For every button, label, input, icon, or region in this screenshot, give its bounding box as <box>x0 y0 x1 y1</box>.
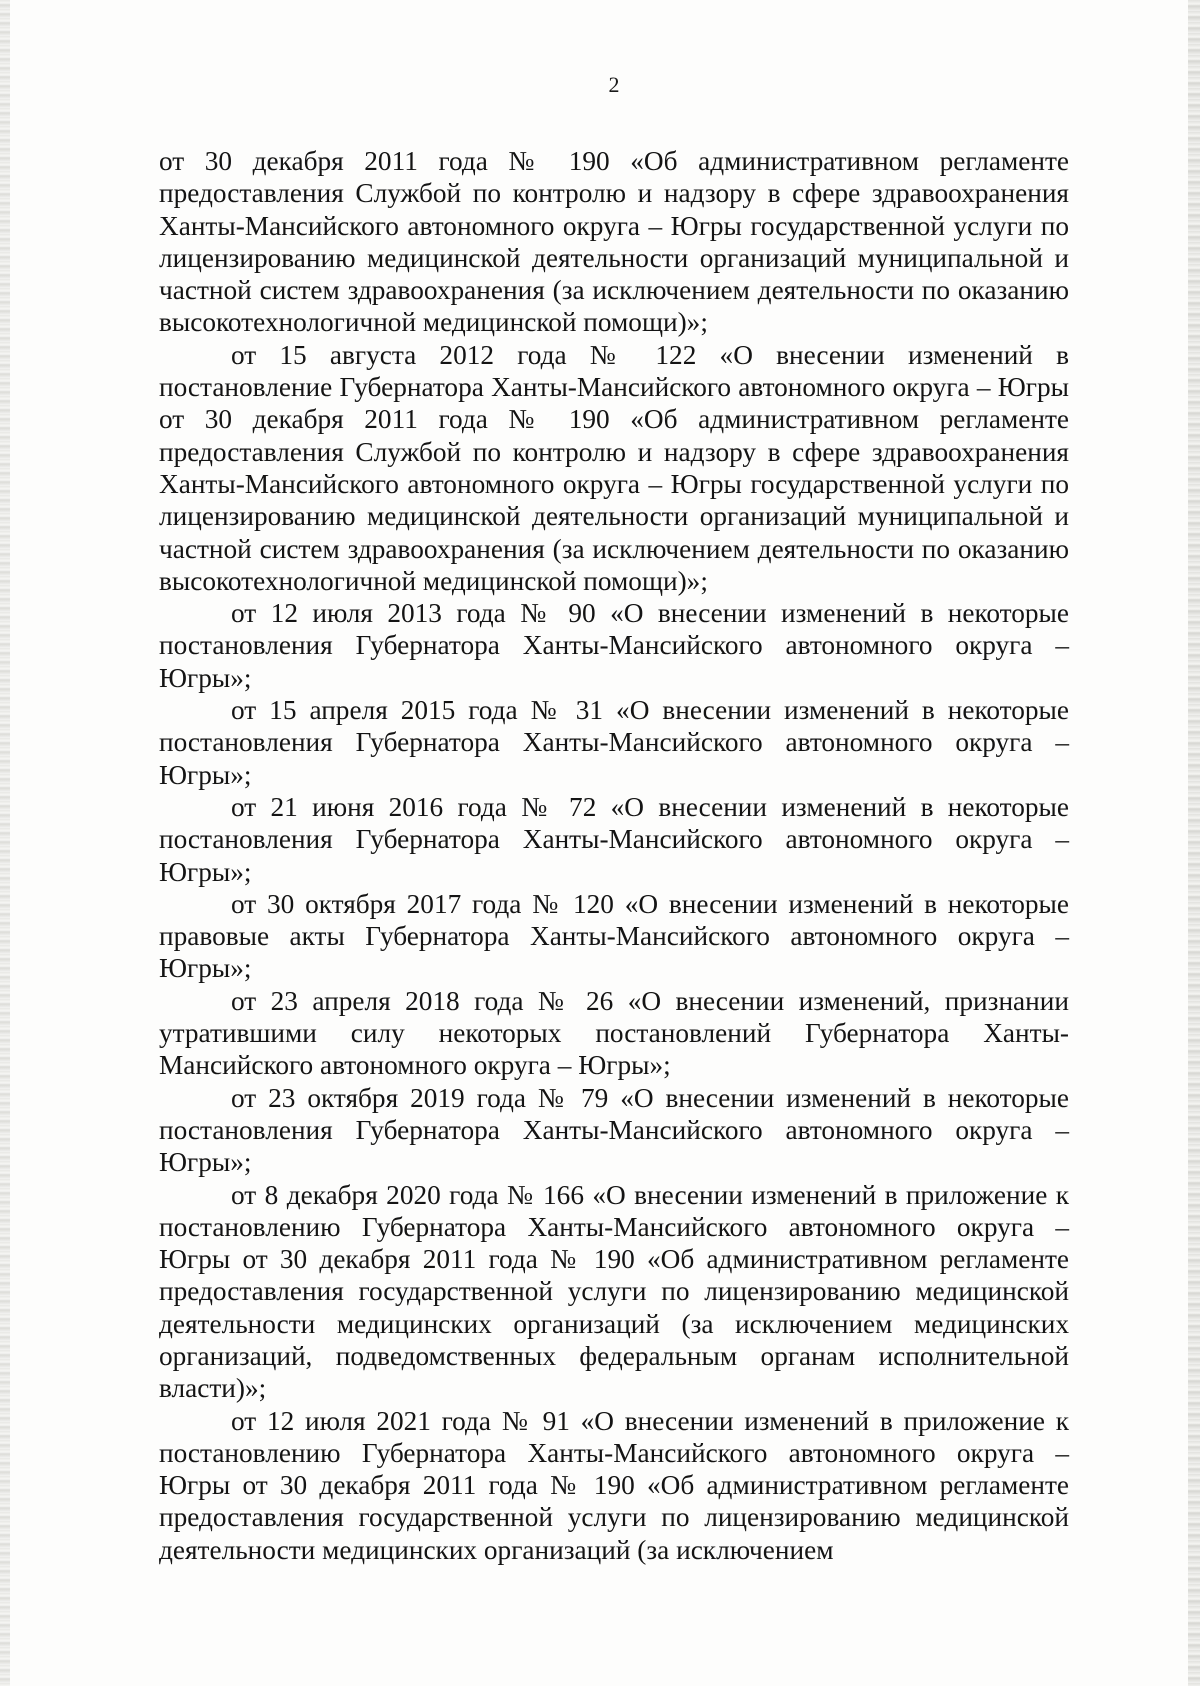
decree-item-2018-26: от 23 апреля 2018 года № 26 «О внесении изменений, признании утратившими силу некоторых постановлений Губернатора Ханты-Мансийского автономного округа – Югры»; <box>159 985 1069 1081</box>
decree-item-2017-120: от 30 октября 2017 года № 120 «О внесении изменений в некоторые правовые акты Губернатора Ханты-Мансийского автономного округа – Югры»; <box>159 888 1069 984</box>
decree-item-2015-31: от 15 апреля 2015 года № 31 «О внесении изменений в некоторые постановления Губернатора Ханты-Мансийского автономного округа – Югры»; <box>159 695 1069 790</box>
decree-item-2019-79: от 23 октября 2019 года № 79 «О внесении изменений в некоторые постановления Губернатора Ханты-Мансийского автономного округа – Югры»; <box>159 1082 1069 1178</box>
decree-item-2016-72: от 21 июня 2016 года № 72 «О внесении изменений в некоторые постановления Губернатора Ханты-Мансийского автономного округа – Югры»; <box>159 791 1069 887</box>
scan-edge-right <box>1188 0 1200 1686</box>
decree-item-2021-91: от 12 июля 2021 года № 91 «О внесении изменений в приложение к постановлению Губернатора Ханты-Мансийского автономного округа – Югры от 30 декабря 2011 года № 190 «Об административном регламенте предоставления государственной услуги по лицензированию медицинской деятельности медицинских организаций (за исключением <box>159 1405 1069 1565</box>
page-number: 2 <box>608 72 620 97</box>
decree-item-2013-90: от 12 июля 2013 года № 90 «О внесении изменений в некоторые постановления Губернатора Ханты-Мансийского автономного округа – Югры»; <box>159 598 1069 693</box>
scan-edge-left <box>0 0 10 1686</box>
decree-item-2020-166: от 8 декабря 2020 года № 166 «О внесении изменений в приложение к постановлению Губернатора Ханты-Мансийского автономного округа – Югры от 30 декабря 2011 года № 190 «Об административном регламенте предоставления государственной услуги по лицензированию медицинской деятельности медицинских организаций (за исключением медицинских организаций, подведомственных федеральным органам исполнительной власти)»; <box>159 1179 1069 1404</box>
document-body <box>159 145 1069 1566</box>
decree-item-2011-190: от 30 декабря 2011 года № 190 «Об административном регламенте предоставления Службой по контролю и надзору в сфере здравоохранения Ханты-Мансийского автономного округа – Югры государственной услуги по лицензированию медицинской деятельности организаций муниципальной и частной систем здравоохранения (за исключением деятельности по оказанию высокотехнологичной медицинской помощи)»; <box>159 146 1069 338</box>
decree-item-2012-122: от 15 августа 2012 года № 122 «О внесении изменений в постановление Губернатора Ханты-Мансийского автономного округа – Югры от 30 декабря 2011 года № 190 «Об административном регламенте предоставления Службой по контролю и надзору в сфере здравоохранения Ханты-Мансийского автономного округа – Югры государственной услуги по лицензированию медицинской деятельности организаций муниципальной и частной систем здравоохранения (за исключением деятельности по оказанию высокотехнологичной медицинской помощи)»; <box>159 339 1069 596</box>
